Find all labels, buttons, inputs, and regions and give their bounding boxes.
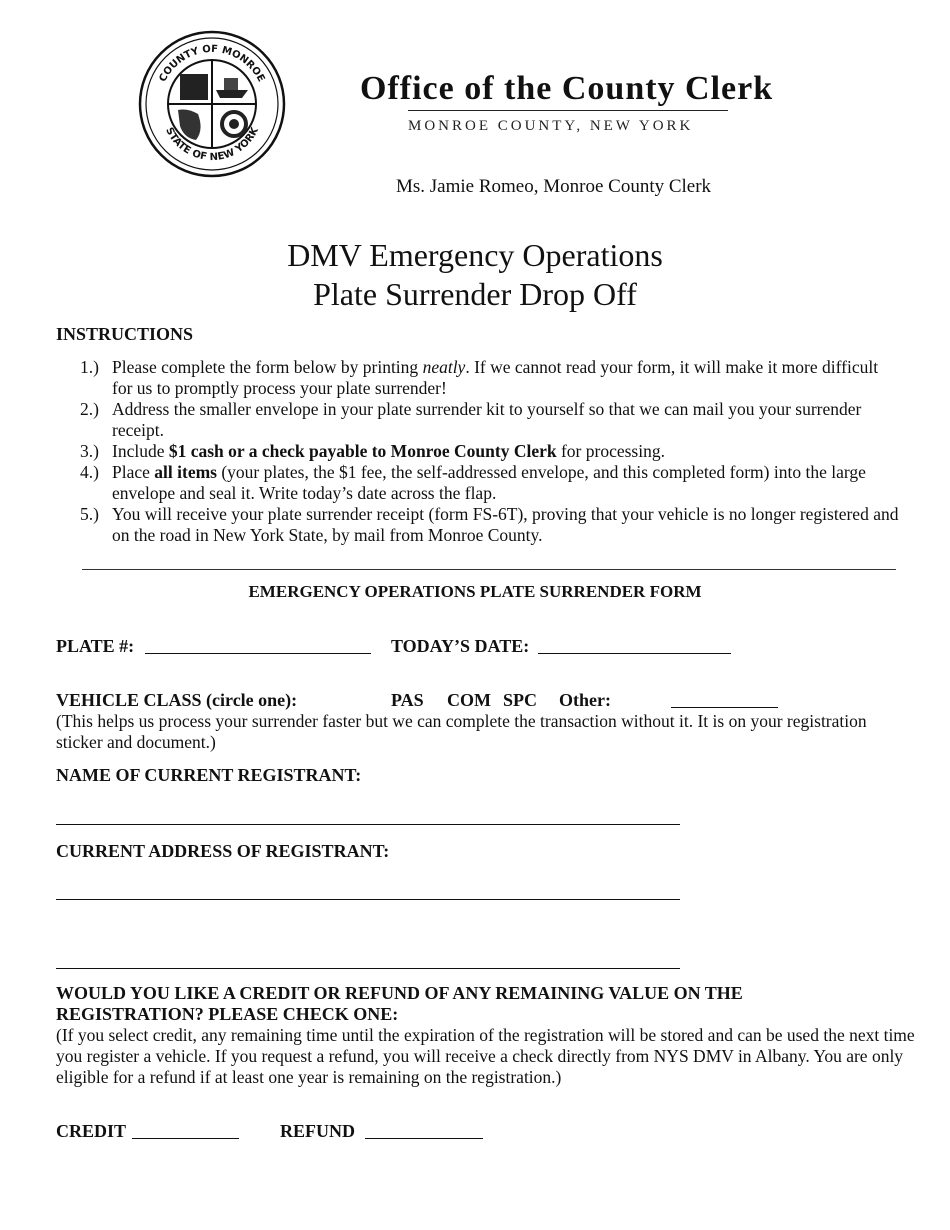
office-subtitle: MONROE COUNTY, NEW YORK	[408, 118, 694, 134]
instruction-item	[80, 504, 900, 546]
clerk-name: Ms. Jamie Romeo, Monroe County Clerk	[396, 176, 712, 197]
instruction-number: 2.)	[80, 399, 99, 419]
instruction-text: Place all items (your plates, the $1 fee, the self-addressed envelope, and this completed form) into the large envelope and seal it. Write today’s date across the flap.	[112, 462, 866, 503]
instruction-text: Please complete the form below by printing neatly. If we cannot read your form, it will make it more difficult for us to promptly process your plate surrender!	[112, 357, 879, 398]
plate-label: PLATE #:	[56, 636, 135, 656]
instruction-number: 4.)	[80, 462, 99, 482]
instruction-item	[80, 441, 900, 462]
credit-refund-question: WOULD YOU LIKE A CREDIT OR REFUND OF ANY REMAINING VALUE ON THE REGISTRATION? PLEASE CHECK ONE:	[56, 983, 743, 1024]
seal-text-bottom: STATE OF NEW YORK	[163, 125, 261, 164]
instructions-heading: INSTRUCTIONS	[56, 324, 194, 344]
form-title: EMERGENCY OPERATIONS PLATE SURRENDER FORM	[248, 582, 702, 601]
credit-refund-note: (If you select credit, any remaining time until the expiration of the registration will be stored and can be used the next time you register a vehicle. If you request a refund, you will receive a check directly from NYS DMV in Albany. You are only eligible for a refund if at least one year is remaining on the registration.)	[56, 1025, 915, 1087]
section-divider	[82, 569, 896, 570]
credit-checkbox-line[interactable]	[132, 1138, 239, 1139]
registrant-address-label: CURRENT ADDRESS OF REGISTRANT:	[56, 841, 390, 861]
page-title-line1: DMV Emergency Operations	[287, 237, 663, 273]
instructions-list	[80, 357, 900, 546]
header-rule	[408, 110, 728, 111]
instruction-number: 1.)	[80, 357, 99, 377]
vehicle-class-option-spc[interactable]: SPC	[503, 690, 538, 710]
registrant-name-input[interactable]	[56, 824, 680, 825]
seal-text-top: COUNTY OF MONROE	[157, 43, 267, 84]
instruction-item	[80, 399, 900, 441]
vehicle-class-option-other[interactable]: Other:	[559, 690, 611, 710]
refund-label: REFUND	[280, 1121, 355, 1141]
office-title: Office of the County Clerk	[360, 70, 774, 107]
instruction-number: 3.)	[80, 441, 99, 461]
instruction-text: Address the smaller envelope in your plate surrender kit to yourself so that we can mail you your surrender receipt.	[112, 399, 862, 440]
vehicle-class-note: (This helps us process your surrender faster but we can complete the transaction without it. It is on your registration sticker and document.)	[56, 711, 867, 752]
registrant-address-line2-input[interactable]	[56, 968, 680, 969]
instruction-number: 5.)	[80, 504, 99, 524]
vehicle-class-option-pas[interactable]: PAS	[391, 690, 424, 710]
instruction-text: You will receive your plate surrender receipt (form FS-6T), proving that your vehicle is no longer registered and on the road in New York State, by mail from Monroe County.	[112, 504, 899, 545]
vehicle-class-option-com[interactable]: COM	[447, 690, 491, 710]
todays-date-input[interactable]	[538, 653, 731, 654]
vehicle-class-other-input[interactable]	[671, 707, 778, 708]
plate-input[interactable]	[145, 653, 371, 654]
page-title	[0, 236, 950, 314]
instruction-item	[80, 357, 900, 399]
instruction-text: Include $1 cash or a check payable to Monroe County Clerk for processing.	[112, 441, 665, 461]
county-seal-logo	[138, 30, 286, 178]
todays-date-label: TODAY’S DATE:	[391, 636, 530, 656]
vehicle-class-label: VEHICLE CLASS (circle one):	[56, 690, 298, 710]
refund-checkbox-line[interactable]	[365, 1138, 483, 1139]
registrant-name-label: NAME OF CURRENT REGISTRANT:	[56, 765, 362, 785]
page-title-line2: Plate Surrender Drop Off	[313, 276, 637, 312]
registrant-address-line1-input[interactable]	[56, 899, 680, 900]
instruction-item	[80, 462, 900, 504]
credit-label: CREDIT	[56, 1121, 127, 1141]
